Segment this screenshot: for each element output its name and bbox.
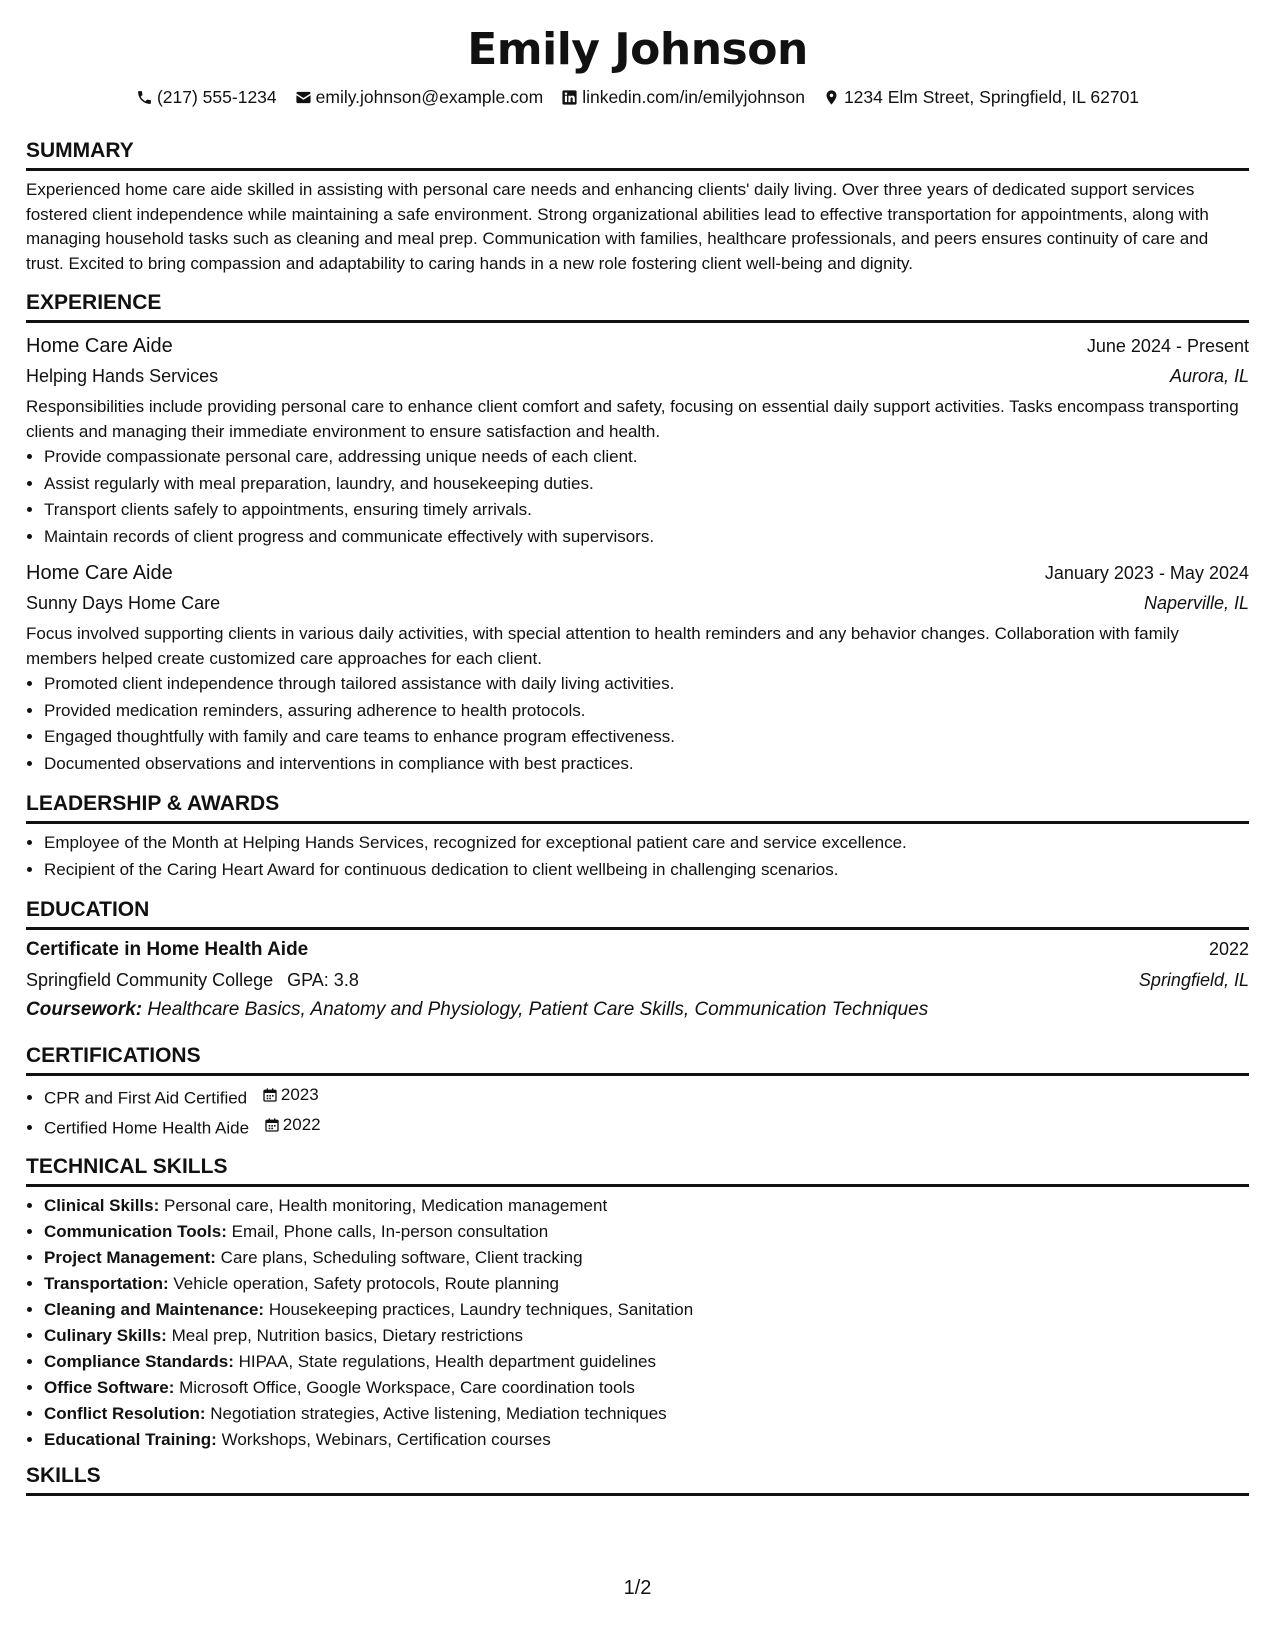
skill-label: Project Management: bbox=[44, 1247, 216, 1267]
list-item bbox=[44, 1112, 1249, 1142]
skill-value: Housekeeping practices, Laundry techniques, Sanitation bbox=[268, 1299, 694, 1319]
summary-text: Experienced home care aide skilled in assisting with personal care needs and enhancing clients' daily living. Over three years of dedicated support services fostered client independence while maintaining a safe environment. Strong organizational abilities lead to effective transportation for appointments, along with managing household tasks such as cleaning and meal prep. Communication with families, healthcare professionals, and peers ensures continuity of care and trust. Excited to bring compassion and adaptability to caring hands in a new role fostering client well-being and dignity. bbox=[26, 180, 1209, 273]
certification-year: 2022 bbox=[282, 1114, 321, 1134]
job-company: Sunny Days Home Care bbox=[26, 593, 221, 613]
job-description: Responsibilities include providing personal care to enhance client comfort and safety, focusing on essential daily support activities. Tasks encompass transporting clients and managing their immediate environment to ensure satisfaction and health. bbox=[26, 397, 1239, 441]
job-location: Aurora, IL bbox=[1169, 366, 1249, 386]
skill-label: Cleaning and Maintenance: bbox=[44, 1299, 265, 1319]
contact-bar bbox=[26, 84, 1249, 110]
list-item bbox=[44, 1082, 1249, 1112]
job-bullets bbox=[26, 671, 1249, 777]
list-item bbox=[44, 1427, 1249, 1453]
list-item: • Maintain records of client progress and communicate effectively with supervisors. bbox=[44, 524, 1249, 551]
education-entry bbox=[26, 934, 1249, 1025]
skill-value: Microsoft Office, Google Workspace, Care coordination tools bbox=[179, 1377, 635, 1397]
job-title: Home Care Aide bbox=[26, 335, 173, 357]
calendar-icon bbox=[262, 1087, 278, 1103]
education-gpa: GPA: 3.8 bbox=[287, 970, 359, 990]
skill-value: Vehicle operation, Safety protocols, Route planning bbox=[173, 1273, 559, 1293]
section-title-technical-skills: TECHNICAL SKILLS bbox=[26, 1154, 1249, 1187]
skill-value: Personal care, Health monitoring, Medication management bbox=[164, 1195, 608, 1215]
section-title-skills: SKILLS bbox=[26, 1463, 1249, 1496]
list-item bbox=[44, 1245, 1249, 1271]
section-title-education: EDUCATION bbox=[26, 897, 1249, 930]
skill-label: Office Software: bbox=[44, 1377, 175, 1397]
skill-value: Negotiation strategies, Active listening, Mediation techniques bbox=[210, 1403, 667, 1423]
job-company: Helping Hands Services bbox=[26, 366, 219, 386]
coursework-label: Coursework: bbox=[26, 999, 143, 1020]
skill-label: Compliance Standards: bbox=[44, 1351, 234, 1371]
address-text: 1234 Elm Street, Springfield, IL 62701 bbox=[843, 86, 1140, 107]
phone-icon bbox=[136, 89, 153, 106]
list-item: • Recipient of the Caring Heart Award for continuous dedication to client wellbeing in challenging scenarios. bbox=[44, 857, 1249, 884]
education-location: Springfield, IL bbox=[1138, 970, 1249, 990]
list-item: • Assist regularly with meal preparation, laundry, and housekeeping duties. bbox=[44, 471, 1249, 498]
job-description: Focus involved supporting clients in various daily activities, with special attention to health reminders and any behavior changes. Collaboration with family members helped create customized care approaches for each client. bbox=[26, 624, 1179, 668]
email-text: emily.johnson@example.com bbox=[315, 86, 544, 107]
section-title-awards: LEADERSHIP & AWARDS bbox=[26, 791, 1249, 824]
coursework-text: Healthcare Basics, Anatomy and Physiology, Patient Care Skills, Communication Techniques bbox=[147, 999, 929, 1020]
list-item bbox=[44, 1193, 1249, 1219]
skill-label: Culinary Skills: bbox=[44, 1325, 167, 1345]
skill-value: HIPAA, State regulations, Health department guidelines bbox=[238, 1351, 656, 1371]
skill-label: Transportation: bbox=[44, 1273, 169, 1293]
section-title-certifications: CERTIFICATIONS bbox=[26, 1043, 1249, 1076]
job-title: Home Care Aide bbox=[26, 562, 173, 584]
list-item bbox=[44, 1297, 1249, 1323]
calendar-icon bbox=[264, 1117, 280, 1133]
candidate-name: Emily Johnson bbox=[467, 24, 808, 75]
skill-label: Educational Training: bbox=[44, 1429, 217, 1449]
linkedin-icon bbox=[561, 89, 578, 106]
technical-skills-list bbox=[26, 1193, 1249, 1453]
job-bullets bbox=[26, 444, 1249, 550]
job-dates: January 2023 - May 2024 bbox=[1044, 563, 1249, 583]
list-item: • Provide compassionate personal care, addressing unique needs of each client. bbox=[44, 444, 1249, 471]
section-title-experience: EXPERIENCE bbox=[26, 290, 1249, 323]
section-title-summary: SUMMARY bbox=[26, 138, 1249, 171]
skill-label: Clinical Skills: bbox=[44, 1195, 160, 1215]
job-location: Naperville, IL bbox=[1143, 593, 1249, 613]
contact-email[interactable] bbox=[295, 87, 544, 108]
list-item: • Documented observations and interventions in compliance with best practices. bbox=[44, 751, 1249, 778]
job-entry bbox=[26, 558, 1249, 777]
list-item: • Engaged thoughtfully with family and care teams to enhance program effectiveness. bbox=[44, 724, 1249, 751]
skill-value: Email, Phone calls, In-person consultation bbox=[231, 1221, 549, 1241]
skill-label: Communication Tools: bbox=[44, 1221, 227, 1241]
list-item bbox=[44, 1349, 1249, 1375]
list-item: • Transport clients safely to appointments, ensuring timely arrivals. bbox=[44, 497, 1249, 524]
phone-text: (217) 555-1234 bbox=[156, 86, 277, 107]
skill-label: Conflict Resolution: bbox=[44, 1403, 206, 1423]
certification-name: CPR and First Aid Certified bbox=[44, 1088, 248, 1108]
certification-year: 2023 bbox=[280, 1085, 319, 1104]
education-school: Springfield Community College bbox=[26, 970, 274, 990]
contact-linkedin[interactable] bbox=[561, 87, 805, 108]
skill-value: Care plans, Scheduling software, Client tracking bbox=[220, 1247, 583, 1267]
certification-name: Certified Home Health Aide bbox=[44, 1118, 250, 1137]
page-number: 1/2 bbox=[623, 1577, 652, 1599]
map-pin-icon bbox=[823, 89, 840, 106]
skill-value: Meal prep, Nutrition basics, Dietary restrictions bbox=[171, 1325, 524, 1345]
skill-value: Workshops, Webinars, Certification courses bbox=[221, 1429, 551, 1449]
job-entry bbox=[26, 331, 1249, 550]
list-item bbox=[44, 1375, 1249, 1401]
awards-list bbox=[26, 830, 1249, 883]
list-item bbox=[44, 1401, 1249, 1427]
envelope-icon bbox=[295, 89, 312, 106]
contact-phone[interactable] bbox=[136, 87, 277, 108]
education-year: 2022 bbox=[1208, 939, 1249, 959]
list-item: • Provided medication reminders, assuring adherence to health protocols. bbox=[44, 698, 1249, 725]
certifications-list bbox=[26, 1082, 1249, 1142]
contact-address bbox=[823, 87, 1139, 108]
list-item bbox=[44, 1323, 1249, 1349]
education-coursework bbox=[26, 995, 1249, 1025]
list-item: • Employee of the Month at Helping Hands Services, recognized for exceptional patient care and service excellence. bbox=[44, 830, 1249, 857]
job-dates: June 2024 - Present bbox=[1086, 336, 1249, 356]
list-item bbox=[44, 1271, 1249, 1297]
resume-page bbox=[26, 0, 1249, 1496]
list-item bbox=[44, 1219, 1249, 1245]
list-item: • Promoted client independence through tailored assistance with daily living activities. bbox=[44, 671, 1249, 698]
education-degree: Certificate in Home Health Aide bbox=[26, 939, 309, 960]
linkedin-text: linkedin.com/in/emilyjohnson bbox=[582, 86, 805, 107]
